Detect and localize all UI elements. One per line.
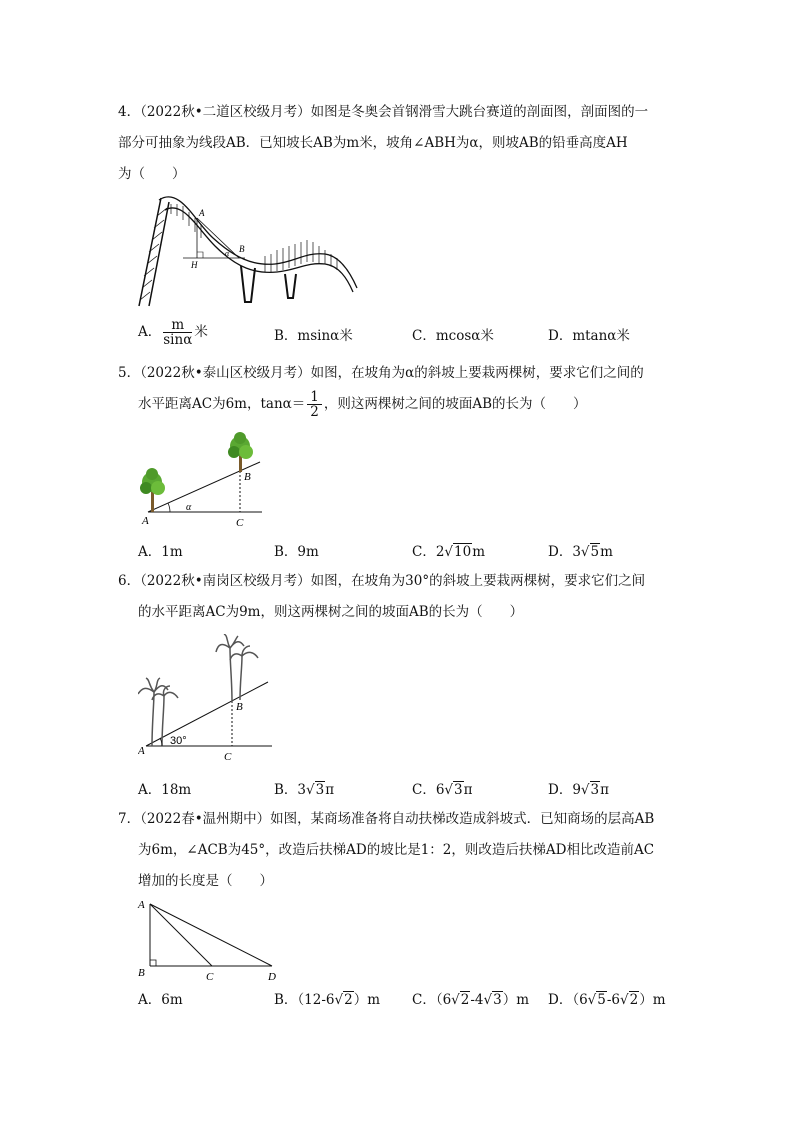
ski-jump-figure	[135, 192, 365, 310]
label-c: C	[224, 751, 232, 762]
label-d: D	[268, 971, 276, 983]
question-7-line2: 为6m，∠ACB为45°，改造后扶梯AD的坡比是1：2，则改造后扶梯AD相比改造前AC	[138, 842, 655, 858]
option-7d[interactable]: D．（6√5-6√2）m	[548, 992, 666, 1008]
option-5b[interactable]: B．9m	[274, 544, 319, 560]
label-a: A	[142, 515, 149, 527]
question-6-line1: 6．（2022秋•南岗区校级月考）如图，在坡角为30°的斜坡上要栽两棵树，要求它们之间	[118, 573, 646, 589]
tree-icon	[140, 468, 165, 512]
question-4-line3: 为（ ）	[118, 166, 186, 182]
option-5a[interactable]: A．1m	[138, 544, 183, 560]
option-4a[interactable]: A． $\frac{m}{\sin\alpha}$ 米	[138, 317, 208, 348]
label-alpha: α	[225, 249, 230, 258]
option-6a[interactable]: A．18m	[138, 782, 192, 798]
label-c: C	[206, 971, 214, 983]
option-4d[interactable]: D．mtanα米	[548, 328, 630, 344]
label-h: H	[191, 260, 198, 270]
question-5	[118, 358, 678, 420]
option-4c[interactable]: C．mcosα米	[412, 328, 494, 344]
question-5-line1: 5．（2022秋•泰山区校级月考）如图，在坡角为α的斜坡上要栽两棵树，要求它们之间的	[118, 365, 644, 381]
slope-tree-figure	[138, 428, 268, 528]
label-30: 30°	[170, 735, 187, 747]
question-6-line2: 的水平距离AC为9m，则这两棵树之间的坡面AB的长为（ ）	[138, 604, 524, 620]
label-c: C	[236, 517, 244, 528]
label-a: A	[199, 208, 205, 218]
option-6c[interactable]: C．6√3π	[412, 782, 473, 798]
label-b: B	[236, 701, 243, 713]
option-4b[interactable]: B．msinα米	[274, 328, 353, 344]
label-b: B	[138, 967, 145, 979]
label-b: B	[239, 244, 245, 254]
question-4-line1: 4．（2022秋•二道区校级月考）如图是冬奥会首钢滑雪大跳台赛道的剖面图，剖面图的一	[118, 104, 649, 120]
option-7a[interactable]: A．6m	[138, 992, 183, 1008]
question-6-options	[138, 778, 698, 806]
option-5c[interactable]: C．2√10m	[412, 544, 486, 560]
question-5-options	[138, 540, 698, 568]
label-a: A	[138, 745, 145, 757]
slope-palm-figure	[138, 634, 278, 762]
escalator-figure	[134, 894, 284, 984]
question-4	[118, 97, 678, 190]
label-alpha: α	[186, 502, 192, 513]
question-7	[118, 804, 678, 897]
question-7-line1: 7．（2022春•温州期中）如图，某商场准备将自动扶梯改造成斜坡式．已知商场的层高AB	[118, 811, 655, 827]
label-b: B	[244, 471, 251, 483]
question-7-options	[138, 988, 698, 1016]
option-7c[interactable]: C．（6√2-4√3）m	[412, 992, 530, 1008]
question-4-options	[138, 317, 698, 348]
option-5d[interactable]: D．3√5m	[548, 544, 613, 560]
tree-icon	[228, 432, 253, 472]
option-7b[interactable]: B．（12-6√2）m	[274, 992, 381, 1008]
option-6d[interactable]: D．9√3π	[548, 782, 609, 798]
option-6b[interactable]: B．3√3π	[274, 782, 335, 798]
label-a: A	[138, 899, 145, 911]
question-4-line2: 部分可抽象为线段AB．已知坡长AB为m米，坡角∠ABH为α，则坡AB的铅垂高度AH	[118, 135, 628, 151]
question-5-line2: 水平距离AC为6m，tanα＝ $\frac{1}{2}$ ，则这两棵树之间的坡面AB的长为（ ）	[138, 389, 587, 420]
palm-tree-icon	[216, 634, 258, 702]
question-6	[118, 566, 678, 628]
question-7-line3: 增加的长度是（ ）	[138, 873, 273, 889]
